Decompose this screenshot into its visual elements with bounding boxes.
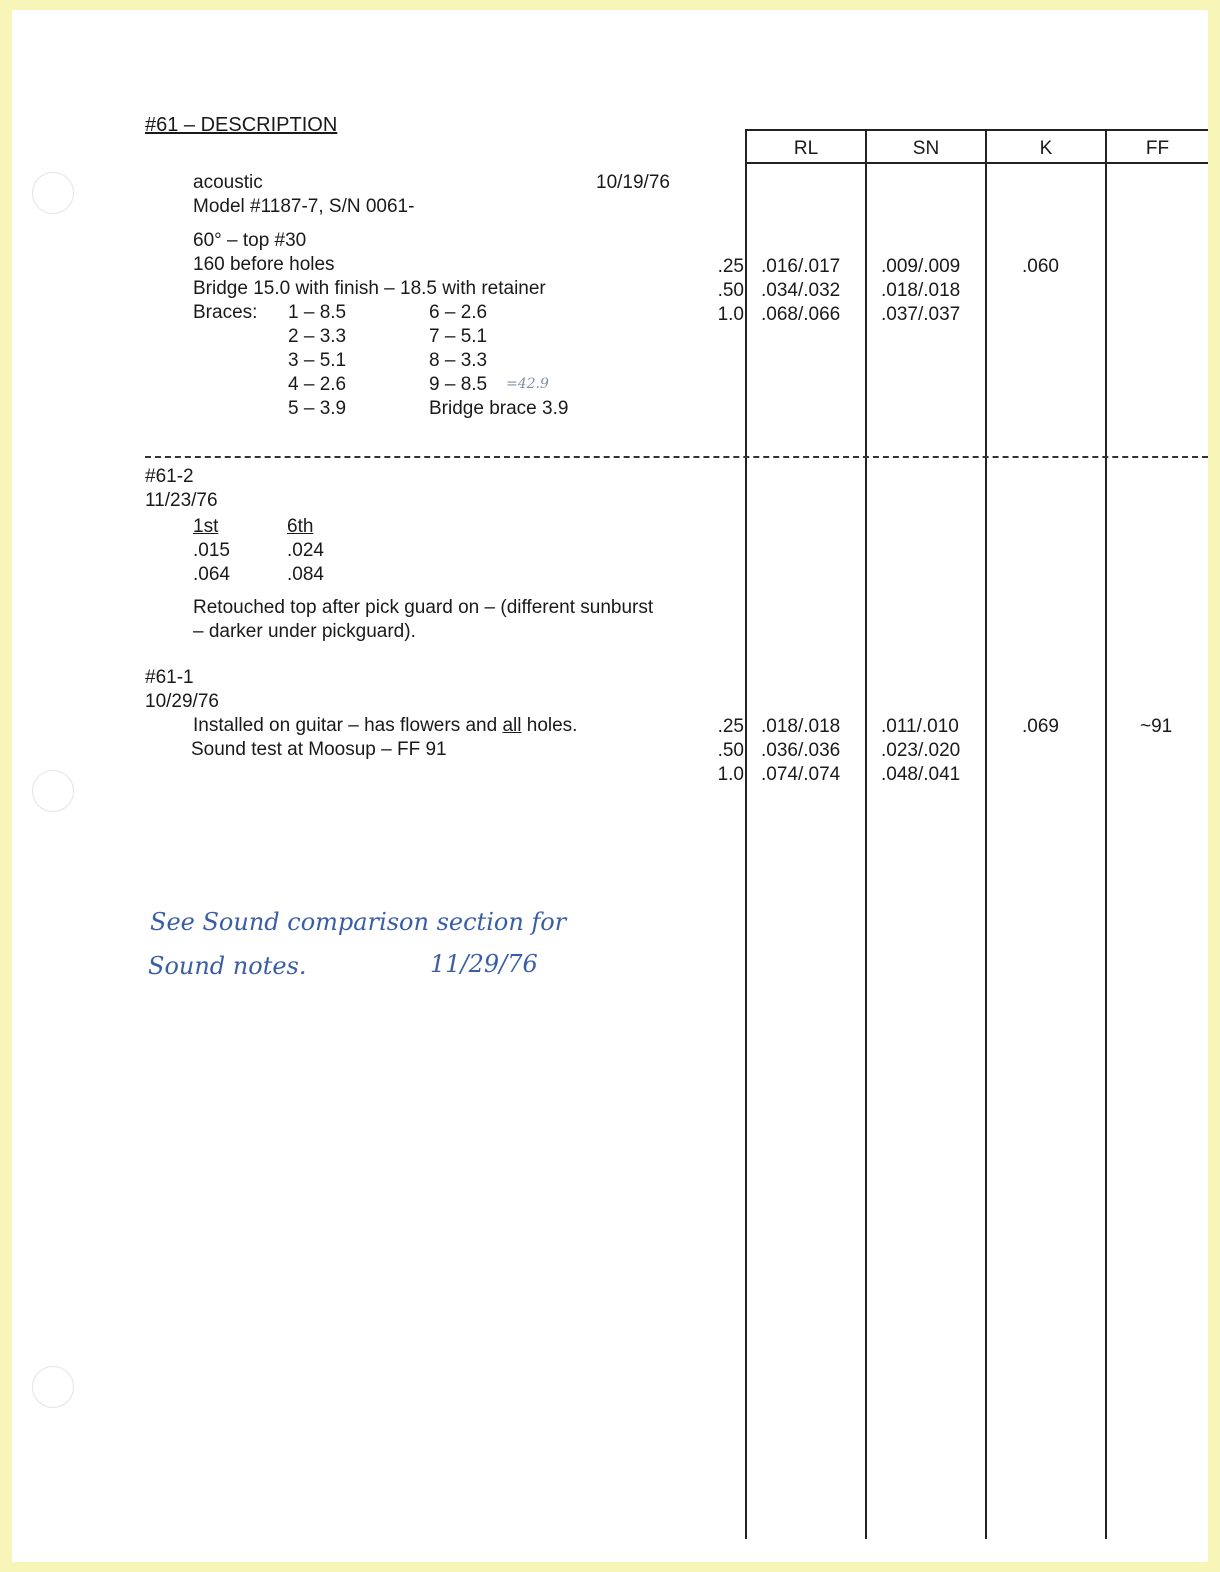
brace-4: 4 – 2.6 [288,374,347,395]
string-header-6th: 6th [287,516,314,537]
sound-test-note: Sound test at Moosup – FF 91 [191,739,447,760]
string-value: .064 [193,564,230,585]
string-value: .084 [287,564,324,585]
binder-hole-top [32,172,74,214]
load-100: 1.0 [717,304,744,325]
rl-value: .016/.017 [761,256,841,277]
load-050: .50 [717,740,744,761]
ff-value: ~91 [1140,716,1173,737]
brace-9: 9 – 8.5 [429,374,488,395]
rl-value: .068/.066 [761,304,841,325]
brace-sum-note: =42.9 [506,376,549,392]
sn-value: .011/.010 [881,716,959,737]
retouch-note-line1: Retouched top after pick guard on – (different sunburst [193,597,654,618]
rl-value: .018/.018 [761,716,841,737]
column-header-ff: FF [1145,138,1170,159]
table-top-rule [745,129,1208,131]
handwritten-note-line2: Sound notes. [148,952,307,980]
binder-hole-bottom [32,1366,74,1408]
column-divider-rl-sn [865,129,867,1539]
section3-date: 10/29/76 [145,691,219,712]
column-divider-k-ff [1105,129,1107,1539]
top-spec: 60° – top #30 [193,230,307,251]
load-025: .25 [717,256,744,277]
section-separator [145,456,1208,458]
handwritten-note-date: 11/29/76 [430,950,538,978]
brace-7: 7 – 5.1 [429,326,488,347]
handwritten-note-line1: See Sound comparison section for [150,908,567,936]
bridge-spec: Bridge 15.0 with finish – 18.5 with retainer [193,278,546,299]
bridge-brace: Bridge brace 3.9 [429,398,569,419]
retouch-note-line2: – darker under pickguard). [193,621,416,642]
section1-date: 10/19/76 [596,172,670,193]
string-value: .024 [287,540,324,561]
page-title: #61 – DESCRIPTION [145,114,338,136]
table-header-rule [745,162,1208,164]
instrument-type: acoustic [193,172,263,193]
column-header-rl: RL [793,138,819,159]
before-holes: 160 before holes [193,254,335,275]
brace-8: 8 – 3.3 [429,350,488,371]
braces-label: Braces: [193,302,258,323]
load-025: .25 [717,716,744,737]
brace-2: 2 – 3.3 [288,326,347,347]
brace-5: 5 – 3.9 [288,398,347,419]
k-value: .069 [1022,716,1059,737]
binder-hole-middle [32,770,74,812]
sn-value: .009/.009 [881,256,961,277]
model-serial: Model #1187-7, S/N 0061- [193,196,415,217]
document-page [12,10,1208,1562]
load-100: 1.0 [717,764,744,785]
string-value: .015 [193,540,230,561]
load-050: .50 [717,280,744,301]
column-divider-left [745,129,747,1539]
section2-id: #61-2 [145,466,194,487]
rl-value: .034/.032 [761,280,841,301]
section2-date: 11/23/76 [145,490,218,511]
section3-id: #61-1 [145,667,194,688]
brace-6: 6 – 2.6 [429,302,488,323]
rl-value: .036/.036 [761,740,841,761]
sn-value: .037/.037 [881,304,961,325]
rl-value: .074/.074 [761,764,841,785]
k-value: .060 [1022,256,1059,277]
installed-note: Installed on guitar – has flowers and all holes. [193,715,578,736]
sn-value: .023/.020 [881,740,961,761]
brace-1: 1 – 8.5 [288,302,347,323]
sn-value: .048/.041 [881,764,961,785]
brace-3: 3 – 5.1 [288,350,347,371]
column-header-k: K [1039,138,1053,159]
column-header-sn: SN [912,138,940,159]
string-header-1st: 1st [193,516,219,537]
column-divider-sn-k [985,129,987,1539]
sn-value: .018/.018 [881,280,961,301]
